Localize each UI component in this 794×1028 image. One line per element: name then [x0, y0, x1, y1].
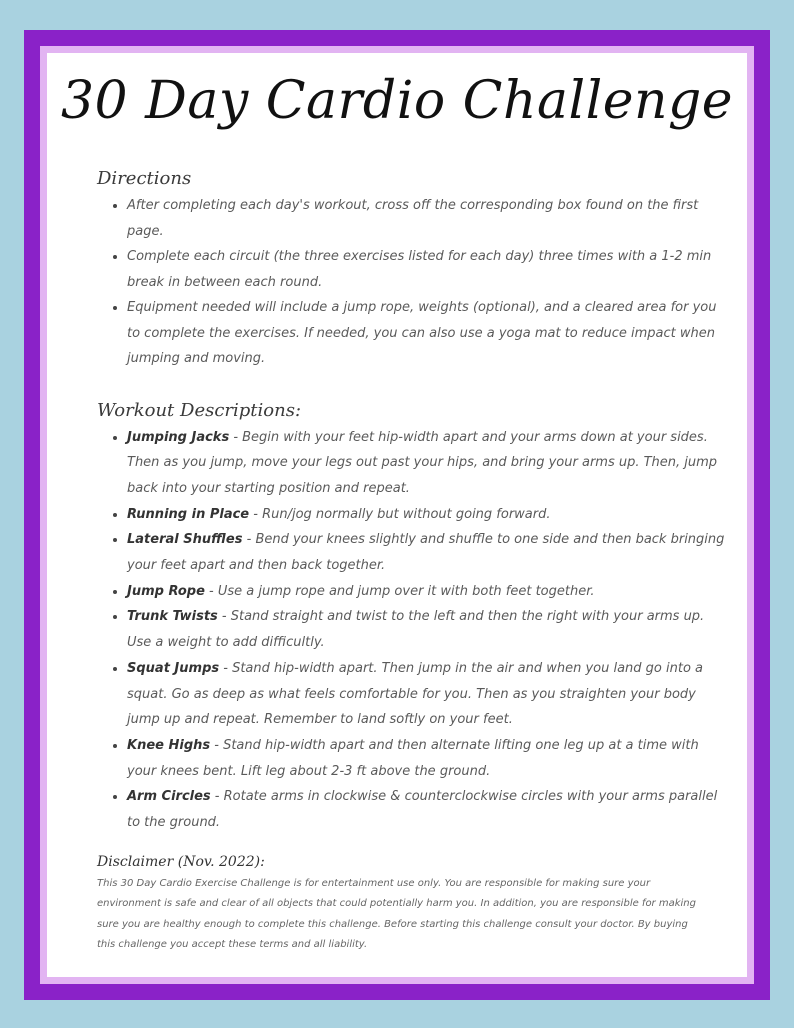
disclaimer-heading: Disclaimer (Nov. 2022): [97, 853, 265, 870]
directions-item: • Equipment needed will include a jump rope, weights (optional), and a cleared area for you to complete the exercises. If needed, you can also use a yoga mat to reduce impact when jumping and moving. [127, 295, 727, 372]
workout-term: Running in Place [127, 506, 250, 522]
directions-item: • Complete each circuit (the three exercises listed for each day) three times with a 1-2 min break in between each round. [127, 244, 727, 295]
workout-term: Trunk Twists [127, 609, 218, 625]
workout-description: - Stand hip-width apart and then alternate lifting one leg up at a time with your knees bent. Lift leg about 2-3 ft above the ground. [127, 737, 699, 779]
workout-description: - Begin with your feet hip-width apart and your arms down at your sides. Then as you jump, move your legs out past your hips, and bring your arms up. Then, jump back into your starting position and repeat. [127, 429, 718, 496]
workout-description: - Stand hip-width apart. Then jump in the air and when you land go into a squat. Go as deep as what feels comfortable for you. Then as you straighten your body jump up and repeat. Remember to land softly on your feet. [127, 660, 704, 728]
workout-description: - Bend your knees slightly and shuffle to one side and then back bringing your feet apart and then back together. [127, 532, 725, 574]
disclaimer-text: This 30 Day Cardio Exercise Challenge is for entertainment use only. You are responsible for making sure your environment is safe and clear of all objects that could potentially harm you. In addition, you are responsible for making sure you are healthy enough to complete this challenge. Before starting this challenge consult your doctor. By buying this challenge you accept these terms and all liability. [97, 877, 696, 951]
document-content [97, 167, 727, 956]
page-title: 30 Day Cardio Challenge [60, 71, 734, 131]
workout-item [127, 502, 727, 528]
workout-description: - Rotate arms in clockwise & counterclockwise circles with your arms parallel to the ground. [127, 789, 718, 831]
workout-term: Jump Rope [127, 583, 205, 599]
workout-item [127, 656, 727, 733]
workout-description: - Run/jog normally but without going forward. [249, 506, 551, 522]
workout-term: Jumping Jacks [127, 429, 230, 445]
directions-item: • After completing each day's workout, cross off the corresponding box found on the first page. [127, 193, 727, 244]
workout-item [127, 425, 727, 502]
workout-list [97, 425, 727, 836]
directions-list [97, 193, 727, 372]
workout-term: Arm Circles [127, 789, 211, 805]
workout-term: Squat Jumps [127, 660, 220, 676]
document-page [47, 53, 747, 977]
workout-term: Lateral Shuffles [127, 532, 243, 548]
workout-term: Knee Highs [127, 737, 211, 753]
workout-item [127, 527, 727, 578]
workout-item [127, 579, 727, 605]
workout-description: - Use a jump rope and jump over it with both feet together. [204, 583, 595, 599]
workout-description: - Stand straight and twist to the left and then the right with your arms up. Use a weight to add difficultly. [127, 609, 705, 651]
directions-heading: Directions [97, 168, 192, 189]
workout-item [127, 604, 727, 655]
workout-item [127, 784, 727, 835]
workout-descriptions-heading: Workout Descriptions: [97, 399, 302, 421]
workout-item [127, 733, 727, 784]
